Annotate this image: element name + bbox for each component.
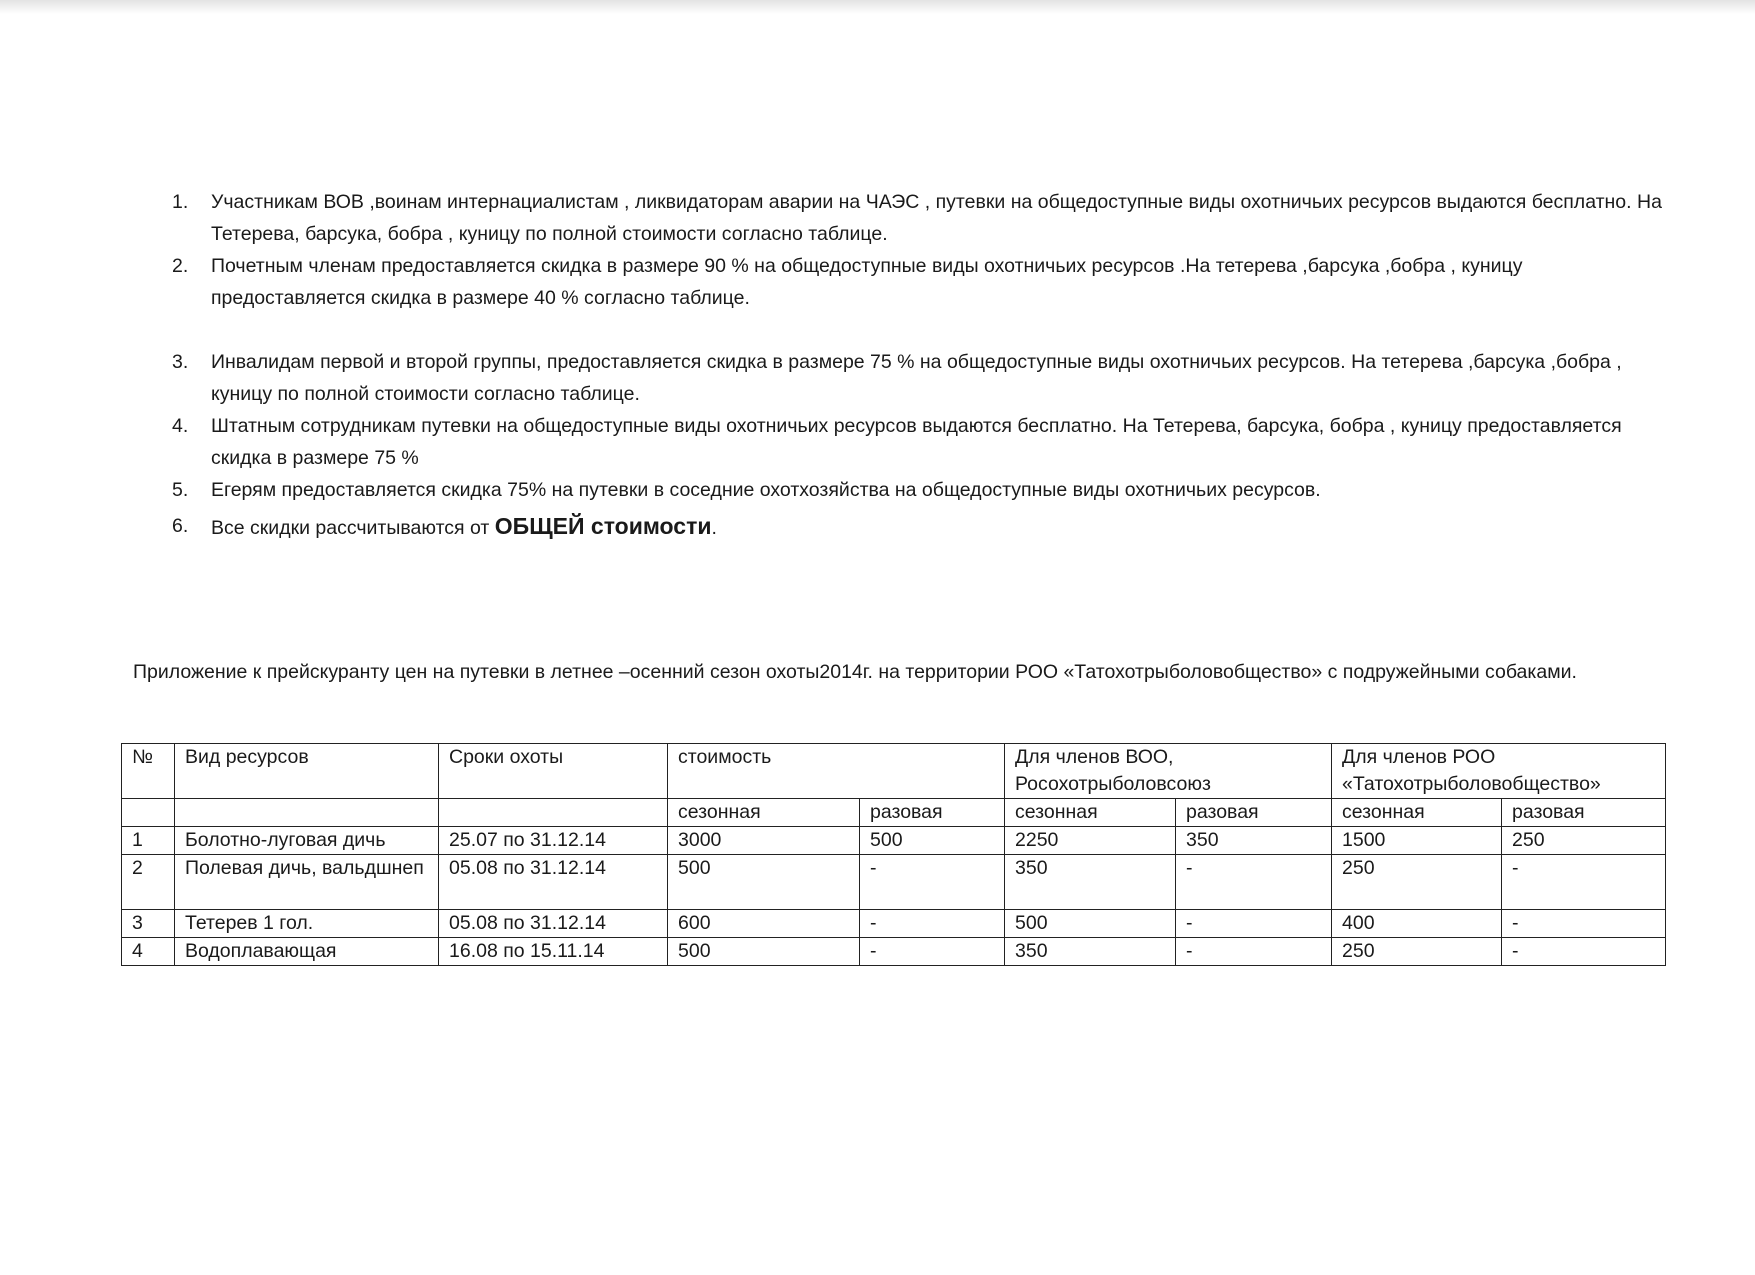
header-voo-members: Для членов ВОО, Росохотрыболовсоюз xyxy=(1005,744,1332,799)
subheader-seasonal: сезонная xyxy=(1005,799,1176,827)
subheader-seasonal: сезонная xyxy=(668,799,860,827)
cell-num: 3 xyxy=(122,910,175,938)
subheader-empty xyxy=(439,799,668,827)
cell-voo-seasonal: 2250 xyxy=(1005,827,1176,855)
condition-number: 2. xyxy=(172,255,189,277)
cell-period: 25.07 по 31.12.14 xyxy=(439,827,668,855)
condition-item xyxy=(166,346,1666,410)
subheader-empty xyxy=(122,799,175,827)
cell-voo-seasonal: 500 xyxy=(1005,910,1176,938)
cell-resource: Полевая дичь, вальдшнеп xyxy=(175,855,439,910)
price-table xyxy=(121,743,1666,966)
header-num: № xyxy=(122,744,175,799)
cell-roo-single: - xyxy=(1502,910,1666,938)
subheader-single: разовая xyxy=(1502,799,1666,827)
condition-text-end: . xyxy=(711,517,717,539)
condition-number: 5. xyxy=(172,479,189,501)
condition-number: 3. xyxy=(172,351,189,373)
subheader-single: разовая xyxy=(1176,799,1332,827)
condition-text: Егерям предоставляется скидка 75% на путевки в соседние охотхозяйства на общедоступные виды охотничьих ресурсов. xyxy=(211,479,1321,501)
cell-cost-seasonal: 500 xyxy=(668,855,860,910)
header-period: Сроки охоты xyxy=(439,744,668,799)
condition-number: 1. xyxy=(172,191,189,213)
condition-number: 4. xyxy=(172,415,189,437)
condition-item xyxy=(166,474,1666,506)
cell-roo-seasonal: 400 xyxy=(1332,910,1502,938)
condition-item xyxy=(166,510,1666,544)
condition-text: Участникам ВОВ ,воинам интернациалистам , ликвидаторам аварии на ЧАЭС , путевки на общедоступные виды охотничьих ресурсов выдаются бесплатно. На Тетерева, барсука, бобра , куницу по полной стоимости согласно таблице. xyxy=(211,191,1662,245)
cell-roo-single: - xyxy=(1502,938,1666,966)
condition-text: Штатным сотрудникам путевки на общедоступные виды охотничьих ресурсов выдаются бесплатно. На Тетерева, барсука, бобра , куницу предоставляется скидка в размере 75 % xyxy=(211,415,1622,469)
cell-roo-seasonal: 1500 xyxy=(1332,827,1502,855)
table-row xyxy=(122,855,1666,910)
table-header-row xyxy=(122,744,1666,799)
cell-roo-seasonal: 250 xyxy=(1332,855,1502,910)
condition-item xyxy=(166,186,1666,250)
subheader-empty xyxy=(175,799,439,827)
header-cost: стоимость xyxy=(668,744,1005,799)
subheader-seasonal: сезонная xyxy=(1332,799,1502,827)
cell-voo-single: - xyxy=(1176,938,1332,966)
table-subheader-row xyxy=(122,799,1666,827)
cell-resource: Болотно-луговая дичь xyxy=(175,827,439,855)
condition-text: Почетным членам предоставляется скидка в размере 90 % на общедоступные виды охотничьих ресурсов .На тетерева ,барсука ,бобра , куницу предоставляется скидка в размере 40 % согласно таблице. xyxy=(211,255,1523,309)
cell-roo-single: - xyxy=(1502,855,1666,910)
cell-period: 16.08 по 15.11.14 xyxy=(439,938,668,966)
cell-cost-single: - xyxy=(860,910,1005,938)
cell-cost-seasonal: 500 xyxy=(668,938,860,966)
cell-voo-seasonal: 350 xyxy=(1005,938,1176,966)
cell-cost-single: - xyxy=(860,938,1005,966)
cell-voo-single: - xyxy=(1176,910,1332,938)
header-resource: Вид ресурсов xyxy=(175,744,439,799)
cell-num: 4 xyxy=(122,938,175,966)
condition-item xyxy=(166,410,1666,474)
cell-num: 1 xyxy=(122,827,175,855)
cell-cost-seasonal: 600 xyxy=(668,910,860,938)
scan-edge-shadow xyxy=(0,0,1755,14)
table-row xyxy=(122,938,1666,966)
cell-period: 05.08 по 31.12.14 xyxy=(439,855,668,910)
subheader-single: разовая xyxy=(860,799,1005,827)
cell-voo-seasonal: 350 xyxy=(1005,855,1176,910)
cell-voo-single: 350 xyxy=(1176,827,1332,855)
condition-text: Инвалидам первой и второй группы, предоставляется скидка в размере 75 % на общедоступные виды охотничьих ресурсов. На тетерева ,барсука ,бобра , куницу по полной стоимости согласно таблице. xyxy=(211,351,1622,405)
cell-num: 2 xyxy=(122,855,175,910)
cell-cost-seasonal: 3000 xyxy=(668,827,860,855)
table-row xyxy=(122,827,1666,855)
condition-item xyxy=(166,250,1666,314)
cell-period: 05.08 по 31.12.14 xyxy=(439,910,668,938)
cell-roo-seasonal: 250 xyxy=(1332,938,1502,966)
cell-resource: Водоплавающая xyxy=(175,938,439,966)
condition-text: Все скидки рассчитываются от xyxy=(211,517,495,539)
header-roo-members: Для членов РОО «Татохотрыболовобщество» xyxy=(1332,744,1666,799)
appendix-note: Приложение к прейскуранту цен на путевки в летнее –осенний сезон охоты2014г. на территории РОО «Татохотрыболовобщество» с подружейными собаками. xyxy=(133,661,1577,683)
cell-cost-single: 500 xyxy=(860,827,1005,855)
cell-resource: Тетерев 1 гол. xyxy=(175,910,439,938)
cell-voo-single: - xyxy=(1176,855,1332,910)
cell-cost-single: - xyxy=(860,855,1005,910)
emphasized-text: ОБЩЕЙ стоимости xyxy=(494,513,712,539)
table-row xyxy=(122,910,1666,938)
condition-number: 6. xyxy=(172,515,189,537)
discount-conditions-list xyxy=(166,186,1666,544)
cell-roo-single: 250 xyxy=(1502,827,1666,855)
